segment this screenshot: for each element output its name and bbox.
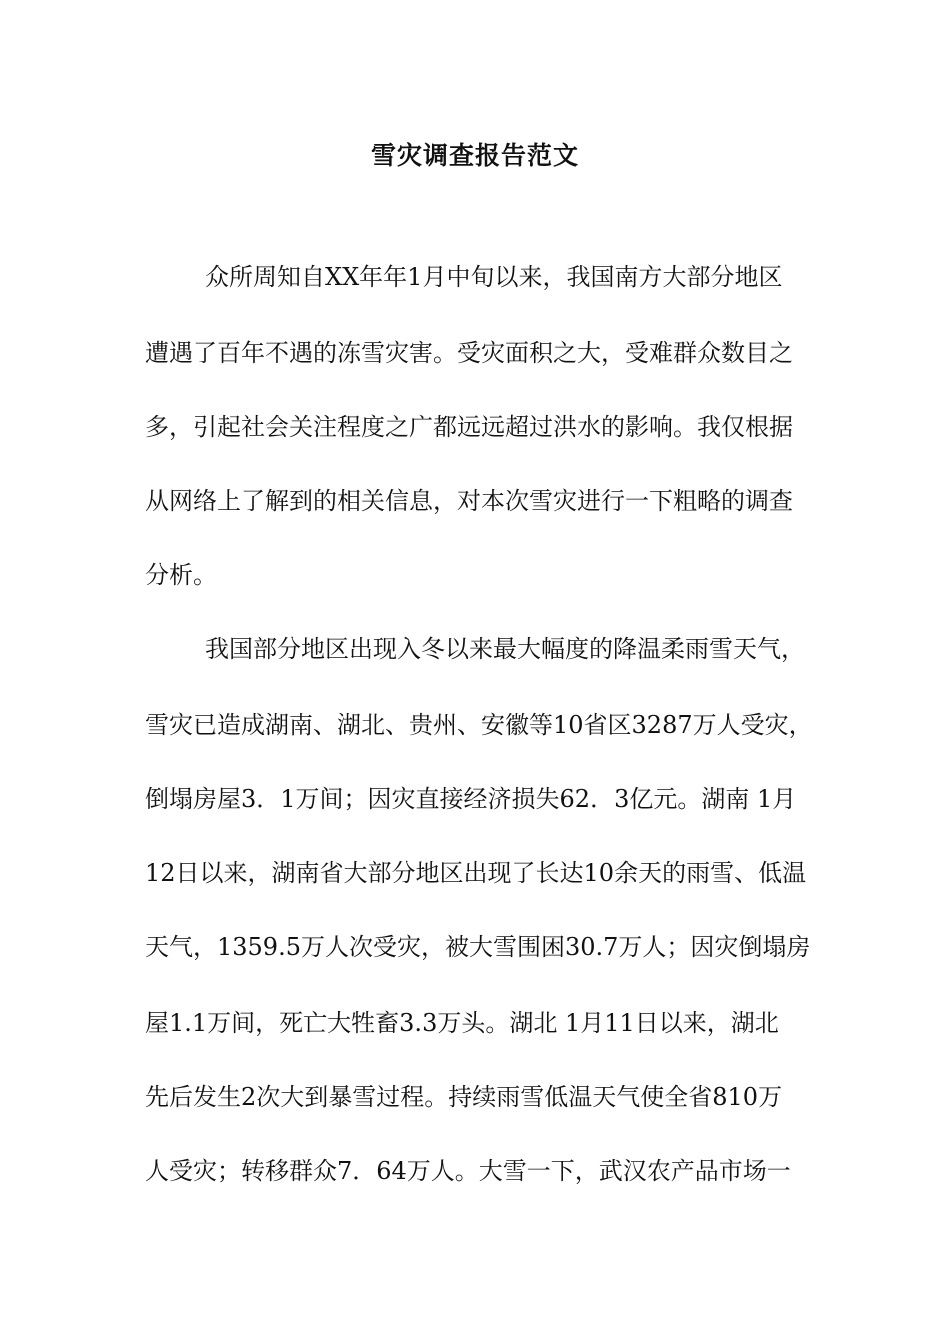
paragraph-line: 屋1.1万间，死亡大牲畜3.3万头。湖北 1月11日以来，湖北	[145, 1009, 779, 1037]
document-title: 雪灾调查报告范文	[370, 141, 579, 170]
paragraph-line: 众所周知自XX年年1月中旬以来，我国南方大部分地区	[205, 263, 783, 291]
paragraph-line: 遭遇了百年不遇的冻雪灾害。受灾面积之大，受难群众数目之	[145, 339, 793, 367]
paragraph-line: 从网络上了解到的相关信息，对本次雪灾进行一下粗略的调查	[145, 487, 793, 515]
paragraph-line: 多，引起社会关注程度之广都远远超过洪水的影响。我仅根据	[145, 413, 793, 441]
paragraph-line: 先后发生2次大到暴雪过程。持续雨雪低温天气使全省810万	[145, 1083, 783, 1111]
paragraph-line: 人受灾；转移群众7．64万人。大雪一下，武汉农产品市场一	[145, 1157, 791, 1185]
paragraph-line: 12日以来，湖南省大部分地区出现了长达10余天的雨雪、低温	[145, 859, 807, 887]
paragraph-line: 雪灾已造成湖南、湖北、贵州、安徽等10省区3287万人受灾，	[145, 711, 813, 739]
paragraph-line: 倒塌房屋3．1万间；因灾直接经济损失62．3亿元。湖南 1月	[145, 785, 797, 813]
paragraph-line: 我国部分地区出现入冬以来最大幅度的降温柔雨雪天气，	[205, 635, 805, 663]
paragraph-line: 分析。	[145, 561, 217, 589]
paragraph-line: 天气，1359.5万人次受灾，被大雪围困30.7万人；因灾倒塌房	[145, 933, 811, 961]
